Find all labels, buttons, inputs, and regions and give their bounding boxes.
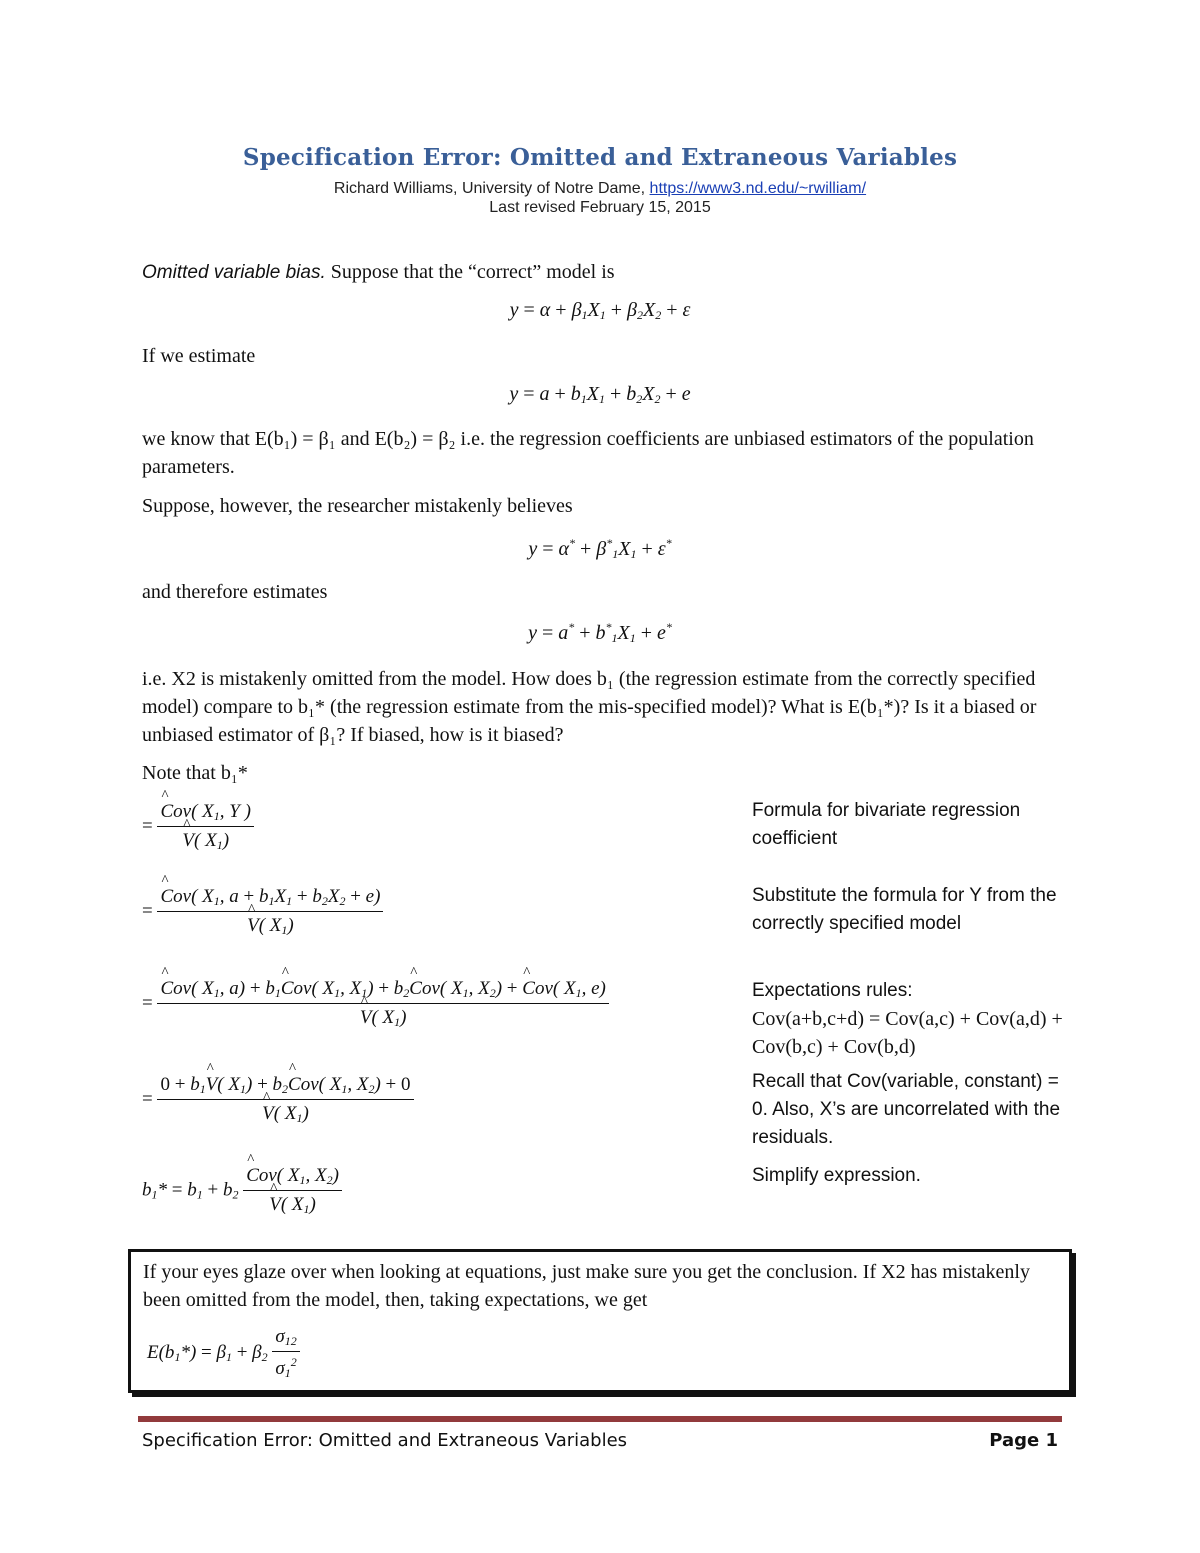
note-expectations-heading: Expectations rules: xyxy=(752,980,913,1001)
footer-title: Specification Error: Omitted and Extraneous Variables xyxy=(142,1430,628,1451)
note-cov-rule: Cov(a+b,c+d) = Cov(a,c) + Cov(a,d) + Cov(b,c) + Cov(b,d) xyxy=(752,1008,1063,1058)
intro-paragraph xyxy=(142,258,1072,287)
note-substitute: Substitute the formula for Y from the correctly specified model xyxy=(752,885,1057,934)
author-text: Richard Williams, University of Notre Dame, xyxy=(333,180,650,197)
equation-misspecified-estimate: $y = a^* + b^*_1X_1 + e^*$ xyxy=(528,620,672,645)
equation-true-model: $y = \alpha + \beta_1X_1 + \beta_2X_2 + \varepsilon$ xyxy=(509,299,691,322)
author-link[interactable]: https://www3.nd.edu/~rwilliam/ xyxy=(649,180,867,197)
note-bivariate: Formula for bivariate regression coefficient xyxy=(752,800,1021,849)
question-paragraph: i.e. X2 is mistakenly omitted from the model. How does b₁ (the regression estimate from the correctly specified model) compare to b₁* (the regression estimate from the mis-specified model)? What is E(b₁*)? Is it a biased or unbiased estimator of β₁? If biased, how is it biased? xyxy=(142,668,1037,746)
conclusion-equation: $E(b_1*) = \beta_1 + \beta_2$ $\frac{\sigma_{12}}{\sigma_1^2}$ xyxy=(147,1326,300,1381)
derivation-step-1: = ^ Cov( $X_1$, Y ) ^ V( $X_1$) xyxy=(142,801,254,853)
document-title: Specification Error: Omitted and Extraneous Variables xyxy=(242,144,958,171)
footer-divider xyxy=(138,1416,1062,1422)
author-line xyxy=(0,180,1200,198)
note-recall: Recall that Cov(variable, constant) = 0. Also, X’s are uncorrelated with the residuals. xyxy=(752,1071,1061,1148)
note-expectations xyxy=(752,977,1072,1061)
derivation-step-3: = ^ Cov( $X_1$, $a) + b_1\^{}$ Cov( $X_1$, $X_1$) + $b_2\^{}$ Cov( $X_1$, $X_2$) + ^ Cov( $X_1$, e) ^ V( $X_1$) xyxy=(142,978,609,1030)
if-we-estimate: If we estimate xyxy=(142,345,256,367)
equation-misspecified-model: $y = \alpha^* + \beta^*_1X_1 + \varepsilon^*$ xyxy=(528,536,672,561)
suppose-however: Suppose, however, the researcher mistakenly believes xyxy=(142,495,573,517)
conclusion-box xyxy=(128,1249,1072,1393)
conclusion-text: If your eyes glaze over when looking at equations, just make sure you get the conclusion. If X2 has mistakenly been omitted from the model, then, taking expectations, we get xyxy=(143,1261,1030,1311)
we-know-paragraph: we know that E(b₁) = β₁ and E(b₂) = β₂ i.e. the regression coefficients are unbiased estimators of the population parameters. xyxy=(142,428,1034,478)
derivation-step-5: $b_1* = b_1 + b_2$ ^ Cov( $X_1$, $X_2$) ^ V( $X_1$) xyxy=(142,1165,342,1217)
intro-text: Suppose that the “correct” model is xyxy=(325,261,615,283)
and-therefore: and therefore estimates xyxy=(142,581,328,603)
derivation-step-4: = $0 + b_1\^{}$ V( $X_1$) + $b_2\^{}$ Cov( $X_1$, $X_2) + 0$ ^ V( $X_1$) xyxy=(142,1074,414,1126)
note-that: Note that b₁* xyxy=(142,762,248,784)
section-heading: Omitted variable bias. xyxy=(142,262,326,283)
derivation-step-2: = ^ Cov( $X_1$, $a + b_1X_1 + b_2X_2 + e$) ^ V( $X_1$) xyxy=(142,886,383,938)
equation-estimated-model: $y = a + b_1X_1 + b_2X_2 + e$ xyxy=(509,383,691,406)
page-number: Page 1 xyxy=(989,1430,1058,1451)
revision-date: Last revised February 15, 2015 xyxy=(489,199,711,216)
note-simplify: Simplify expression. xyxy=(752,1165,921,1186)
